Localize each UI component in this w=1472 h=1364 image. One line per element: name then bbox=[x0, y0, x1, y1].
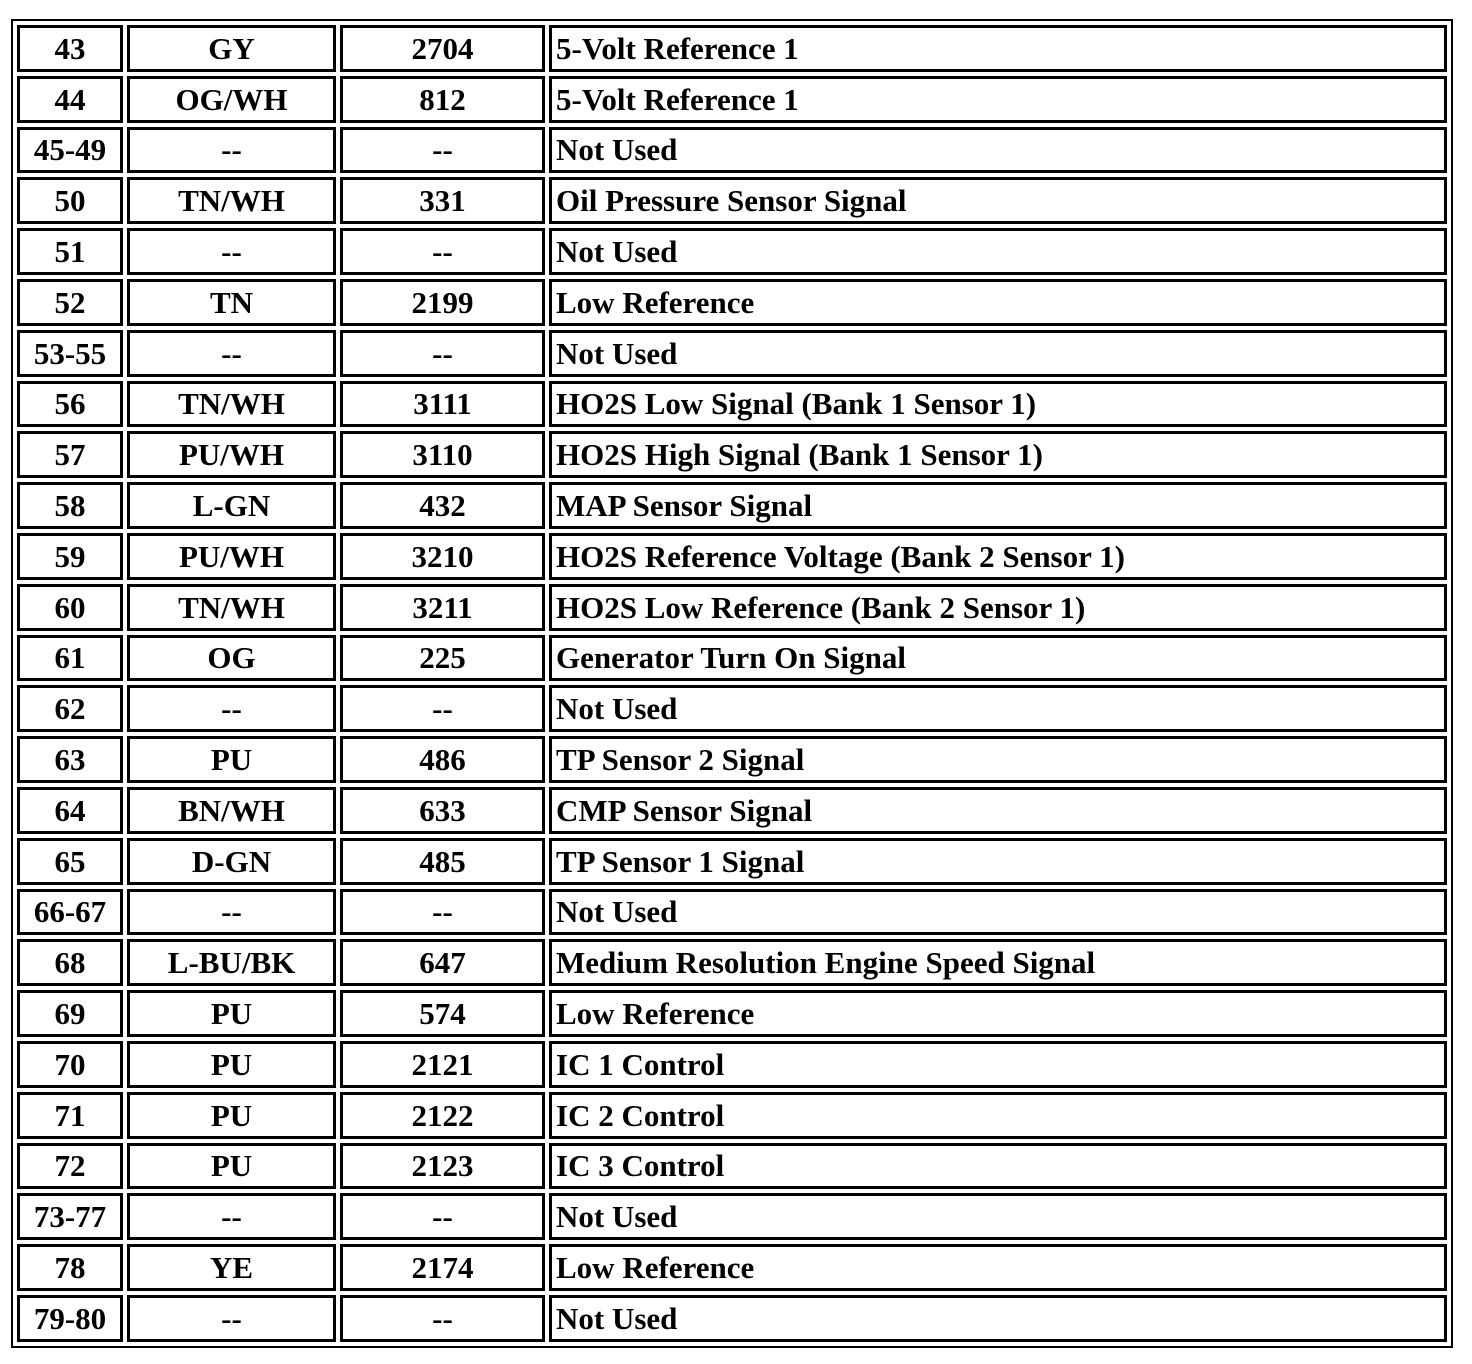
circuit-number-cell: 3111 bbox=[340, 381, 545, 428]
circuit-number-cell: -- bbox=[340, 127, 545, 174]
circuit-number-cell: 486 bbox=[340, 736, 545, 783]
pinout-grid bbox=[13, 21, 1451, 1346]
pin-number-cell: 50 bbox=[17, 177, 123, 224]
pin-function-cell: Generator Turn On Signal bbox=[549, 635, 1447, 682]
wire-color-cell: PU bbox=[127, 1041, 336, 1088]
circuit-number-cell: 432 bbox=[340, 482, 545, 529]
wire-color-cell: BN/WH bbox=[127, 787, 336, 834]
pin-function-cell: Oil Pressure Sensor Signal bbox=[549, 177, 1447, 224]
pin-number-cell: 65 bbox=[17, 838, 123, 885]
table-row bbox=[17, 381, 1447, 428]
table-row bbox=[17, 177, 1447, 224]
pin-number-cell: 78 bbox=[17, 1244, 123, 1291]
wire-color-cell: OG bbox=[127, 635, 336, 682]
pin-function-cell: HO2S Low Signal (Bank 1 Sensor 1) bbox=[549, 381, 1447, 428]
pin-function-cell: IC 2 Control bbox=[549, 1092, 1447, 1139]
connector-pinout-table bbox=[11, 19, 1453, 1348]
pin-function-cell: Not Used bbox=[549, 1193, 1447, 1240]
circuit-number-cell: 2704 bbox=[340, 25, 545, 72]
pin-number-cell: 52 bbox=[17, 279, 123, 326]
wire-color-cell: PU/WH bbox=[127, 431, 336, 478]
circuit-number-cell: -- bbox=[340, 330, 545, 377]
pinout-rows bbox=[17, 25, 1447, 1342]
table-row bbox=[17, 279, 1447, 326]
pin-number-cell: 72 bbox=[17, 1143, 123, 1190]
pin-function-cell: Low Reference bbox=[549, 990, 1447, 1037]
table-row bbox=[17, 25, 1447, 72]
pin-function-cell: 5-Volt Reference 1 bbox=[549, 25, 1447, 72]
table-row bbox=[17, 584, 1447, 631]
pin-function-cell: Not Used bbox=[549, 127, 1447, 174]
pin-number-cell: 57 bbox=[17, 431, 123, 478]
pin-function-cell: Medium Resolution Engine Speed Signal bbox=[549, 939, 1447, 986]
wire-color-cell: TN/WH bbox=[127, 381, 336, 428]
circuit-number-cell: 2174 bbox=[340, 1244, 545, 1291]
circuit-number-cell: 647 bbox=[340, 939, 545, 986]
wire-color-cell: D-GN bbox=[127, 838, 336, 885]
table-row bbox=[17, 939, 1447, 986]
wire-color-cell: -- bbox=[127, 1193, 336, 1240]
pin-function-cell: HO2S Reference Voltage (Bank 2 Sensor 1) bbox=[549, 533, 1447, 580]
pin-function-cell: Not Used bbox=[549, 228, 1447, 275]
pin-number-cell: 73-77 bbox=[17, 1193, 123, 1240]
wire-color-cell: L-BU/BK bbox=[127, 939, 336, 986]
pin-function-cell: Not Used bbox=[549, 330, 1447, 377]
wire-color-cell: -- bbox=[127, 1295, 336, 1342]
pin-function-cell: Not Used bbox=[549, 1295, 1447, 1342]
circuit-number-cell: 3210 bbox=[340, 533, 545, 580]
wire-color-cell: -- bbox=[127, 330, 336, 377]
table-row bbox=[17, 685, 1447, 732]
table-row bbox=[17, 127, 1447, 174]
wire-color-cell: YE bbox=[127, 1244, 336, 1291]
pin-number-cell: 59 bbox=[17, 533, 123, 580]
table-row bbox=[17, 787, 1447, 834]
pin-function-cell: TP Sensor 2 Signal bbox=[549, 736, 1447, 783]
circuit-number-cell: 2199 bbox=[340, 279, 545, 326]
circuit-number-cell: -- bbox=[340, 228, 545, 275]
table-row bbox=[17, 838, 1447, 885]
table-row bbox=[17, 1244, 1447, 1291]
pin-number-cell: 60 bbox=[17, 584, 123, 631]
table-row bbox=[17, 1193, 1447, 1240]
table-row bbox=[17, 1143, 1447, 1190]
pin-number-cell: 58 bbox=[17, 482, 123, 529]
circuit-number-cell: 574 bbox=[340, 990, 545, 1037]
pin-number-cell: 71 bbox=[17, 1092, 123, 1139]
wire-color-cell: L-GN bbox=[127, 482, 336, 529]
pin-number-cell: 44 bbox=[17, 76, 123, 123]
pin-number-cell: 66-67 bbox=[17, 889, 123, 936]
circuit-number-cell: 3110 bbox=[340, 431, 545, 478]
circuit-number-cell: 485 bbox=[340, 838, 545, 885]
wire-color-cell: PU/WH bbox=[127, 533, 336, 580]
circuit-number-cell: -- bbox=[340, 685, 545, 732]
pin-number-cell: 70 bbox=[17, 1041, 123, 1088]
table-row bbox=[17, 736, 1447, 783]
pin-function-cell: Not Used bbox=[549, 685, 1447, 732]
table-row bbox=[17, 1092, 1447, 1139]
pin-function-cell: Not Used bbox=[549, 889, 1447, 936]
circuit-number-cell: 331 bbox=[340, 177, 545, 224]
wire-color-cell: -- bbox=[127, 889, 336, 936]
pin-number-cell: 69 bbox=[17, 990, 123, 1037]
pin-function-cell: Low Reference bbox=[549, 1244, 1447, 1291]
wire-color-cell: TN/WH bbox=[127, 177, 336, 224]
table-row bbox=[17, 431, 1447, 478]
wire-color-cell: OG/WH bbox=[127, 76, 336, 123]
pin-number-cell: 56 bbox=[17, 381, 123, 428]
pin-number-cell: 61 bbox=[17, 635, 123, 682]
wire-color-cell: -- bbox=[127, 228, 336, 275]
pin-function-cell: TP Sensor 1 Signal bbox=[549, 838, 1447, 885]
table-row bbox=[17, 990, 1447, 1037]
table-row bbox=[17, 76, 1447, 123]
pin-number-cell: 68 bbox=[17, 939, 123, 986]
pin-function-cell: HO2S High Signal (Bank 1 Sensor 1) bbox=[549, 431, 1447, 478]
pin-function-cell: CMP Sensor Signal bbox=[549, 787, 1447, 834]
pin-function-cell: 5-Volt Reference 1 bbox=[549, 76, 1447, 123]
pin-function-cell: Low Reference bbox=[549, 279, 1447, 326]
pin-function-cell: MAP Sensor Signal bbox=[549, 482, 1447, 529]
wire-color-cell: -- bbox=[127, 127, 336, 174]
circuit-number-cell: 812 bbox=[340, 76, 545, 123]
pin-number-cell: 63 bbox=[17, 736, 123, 783]
wire-color-cell: TN/WH bbox=[127, 584, 336, 631]
pin-function-cell: IC 1 Control bbox=[549, 1041, 1447, 1088]
pin-number-cell: 53-55 bbox=[17, 330, 123, 377]
pin-number-cell: 51 bbox=[17, 228, 123, 275]
circuit-number-cell: 2123 bbox=[340, 1143, 545, 1190]
table-row bbox=[17, 533, 1447, 580]
circuit-number-cell: -- bbox=[340, 1193, 545, 1240]
table-row bbox=[17, 1295, 1447, 1342]
wire-color-cell: -- bbox=[127, 685, 336, 732]
pin-number-cell: 45-49 bbox=[17, 127, 123, 174]
wire-color-cell: PU bbox=[127, 736, 336, 783]
circuit-number-cell: -- bbox=[340, 1295, 545, 1342]
pin-function-cell: IC 3 Control bbox=[549, 1143, 1447, 1190]
wire-color-cell: PU bbox=[127, 1143, 336, 1190]
table-row bbox=[17, 889, 1447, 936]
table-row bbox=[17, 330, 1447, 377]
circuit-number-cell: 3211 bbox=[340, 584, 545, 631]
circuit-number-cell: -- bbox=[340, 889, 545, 936]
wire-color-cell: GY bbox=[127, 25, 336, 72]
circuit-number-cell: 2121 bbox=[340, 1041, 545, 1088]
wire-color-cell: PU bbox=[127, 1092, 336, 1139]
table-row bbox=[17, 635, 1447, 682]
circuit-number-cell: 633 bbox=[340, 787, 545, 834]
circuit-number-cell: 2122 bbox=[340, 1092, 545, 1139]
pin-number-cell: 79-80 bbox=[17, 1295, 123, 1342]
wire-color-cell: TN bbox=[127, 279, 336, 326]
pin-number-cell: 43 bbox=[17, 25, 123, 72]
pin-number-cell: 62 bbox=[17, 685, 123, 732]
pin-number-cell: 64 bbox=[17, 787, 123, 834]
circuit-number-cell: 225 bbox=[340, 635, 545, 682]
table-row bbox=[17, 482, 1447, 529]
pin-function-cell: HO2S Low Reference (Bank 2 Sensor 1) bbox=[549, 584, 1447, 631]
table-row bbox=[17, 1041, 1447, 1088]
wire-color-cell: PU bbox=[127, 990, 336, 1037]
table-row bbox=[17, 228, 1447, 275]
